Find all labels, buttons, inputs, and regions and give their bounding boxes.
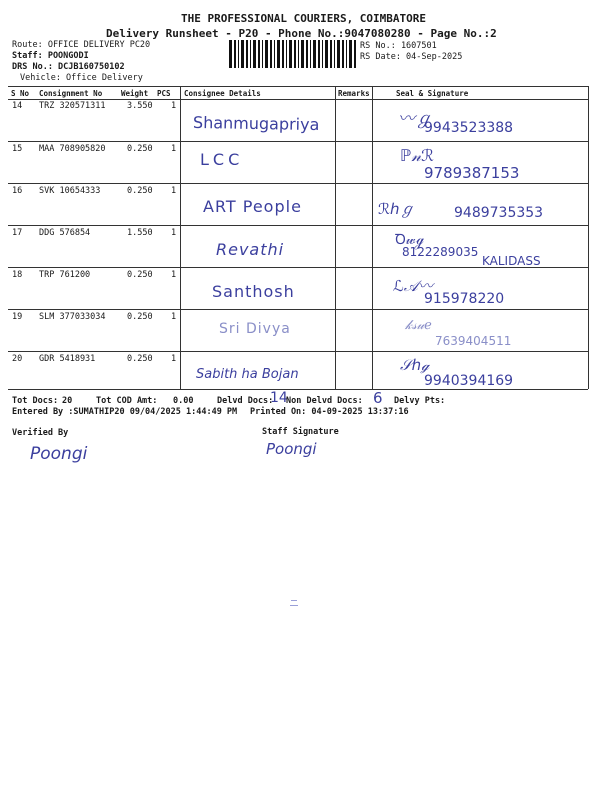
rs-number: RS No.: 1607501	[360, 41, 437, 51]
non-delvd-handwritten: 6	[373, 389, 383, 407]
tot-cod-label: Tot COD Amt:	[96, 396, 158, 406]
row-weight: 0.250	[127, 144, 153, 154]
row-weight: 0.250	[127, 186, 153, 196]
row-weight: 0.250	[127, 312, 153, 322]
row-signature-phone: 9489735353	[454, 205, 544, 221]
row-consignee-handwritten: ART People	[203, 197, 302, 216]
row-sno: 16	[12, 186, 23, 196]
faint-mark	[290, 605, 298, 606]
row-consignment: SVK 10654333	[39, 186, 101, 196]
row-pcs: 1	[171, 270, 177, 280]
row-sno: 14	[12, 101, 23, 111]
route-label: Route: OFFICE DELIVERY PC20	[12, 40, 151, 50]
row-pcs: 1	[171, 186, 177, 196]
row-signature-name: KALIDASS	[482, 254, 541, 268]
verified-by-label: Verified By	[12, 428, 69, 438]
row-pcs: 1	[171, 312, 177, 322]
row-sno: 19	[12, 312, 23, 322]
row-consignment: TRZ 320571311	[39, 101, 106, 111]
row-signature-phone: 9789387153	[424, 164, 520, 182]
delvd-docs-label: Delvd Docs:	[217, 396, 274, 406]
signature-scribble: 〰ℊ	[398, 109, 432, 129]
staff-label: Staff: POONGODI	[12, 51, 89, 61]
row-signature-phone: 8122289035	[402, 245, 479, 259]
barcode-image	[229, 40, 357, 68]
col-seal: Seal & Signature	[396, 89, 469, 98]
col-consignee: Consignee Details	[184, 89, 261, 98]
row-pcs: 1	[171, 228, 177, 238]
row-pcs: 1	[171, 144, 177, 154]
row-consignee-handwritten: Sabith ha Bojan	[196, 367, 299, 382]
col-weight: Weight	[121, 89, 149, 98]
row-consignment: MAA 708905820	[39, 144, 106, 154]
row-signature-phone: 7639404511	[435, 334, 512, 348]
row-weight: 3.550	[127, 101, 153, 111]
row-sno: 15	[12, 144, 23, 154]
row-consignment: GDR 5418931	[39, 354, 96, 364]
delvd-docs-handwritten: 14	[270, 390, 288, 406]
tot-docs-value: 20	[62, 396, 73, 406]
signature-scribble: ℒ𝒜〰	[393, 277, 433, 295]
row-signature-phone: 915978220	[424, 291, 505, 307]
row-consignee-handwritten: Revathi	[216, 240, 285, 259]
staff-signature-label: Staff Signature	[262, 427, 339, 437]
printed-on: Printed On: 04-09-2025 13:37:16	[250, 407, 409, 417]
signature-scribble: ℙ𝓃ℛ	[400, 146, 434, 165]
rs-date: RS Date: 04-Sep-2025	[360, 52, 463, 62]
col-consignment: Consignment No	[39, 89, 103, 98]
col-remarks: Remarks	[338, 89, 370, 98]
tot-cod-value: 0.00	[173, 396, 194, 406]
row-pcs: 1	[171, 101, 177, 111]
row-consignee-handwritten: Shanmugapriya	[192, 112, 320, 135]
row-consignment: DDG 576854	[39, 228, 91, 238]
delvy-pts-label: Delvy Pts:	[394, 396, 446, 406]
staff-signature: Poongi	[266, 440, 317, 458]
signature-scribble: ℛℎℊ	[378, 200, 415, 218]
row-signature-phone: 9943523388	[424, 120, 514, 136]
verified-by-signature: Poongi	[30, 444, 88, 464]
row-consignee-handwritten: LCC	[200, 150, 244, 169]
col-pcs: PCS	[157, 89, 171, 98]
runsheet-subtitle: Delivery Runsheet - P20 - Phone No.:9047080280 - Page No.:2	[106, 27, 497, 40]
row-signature-phone: 9940394169	[424, 373, 514, 389]
row-consignment: SLM 377033034	[39, 312, 106, 322]
row-weight: 1.550	[127, 228, 153, 238]
tot-docs-label: Tot Docs:	[12, 396, 59, 406]
vehicle-label: Vehicle: Office Delivery	[20, 73, 143, 83]
row-sno: 17	[12, 228, 23, 238]
non-delvd-label: Non Delvd Docs:	[286, 396, 363, 406]
row-sno: 18	[12, 270, 23, 280]
drs-label: DRS No.: DCJB160750102	[12, 62, 125, 72]
signature-scribble: 𝓀𝓈𝓊ℯ	[405, 318, 432, 333]
row-consignee-handwritten: Sri Divya	[219, 321, 291, 337]
signature-scribble: 𝒮ℎℊ	[400, 356, 430, 374]
row-consignee-handwritten: Santhosh	[212, 282, 295, 301]
company-title: THE PROFESSIONAL COURIERS, COIMBATORE	[181, 12, 427, 25]
row-sno: 20	[12, 354, 23, 364]
row-pcs: 1	[171, 354, 177, 364]
row-consignment: TRP 761200	[39, 270, 91, 280]
signature-scribble: Ꝺ𝓌ℊ	[395, 232, 424, 248]
faint-mark	[291, 600, 297, 601]
entered-by: Entered By :SUMATHIP20 09/04/2025 1:44:49 PM	[12, 407, 238, 417]
col-sno: S No	[11, 89, 30, 98]
row-weight: 0.250	[127, 354, 153, 364]
row-weight: 0.250	[127, 270, 153, 280]
